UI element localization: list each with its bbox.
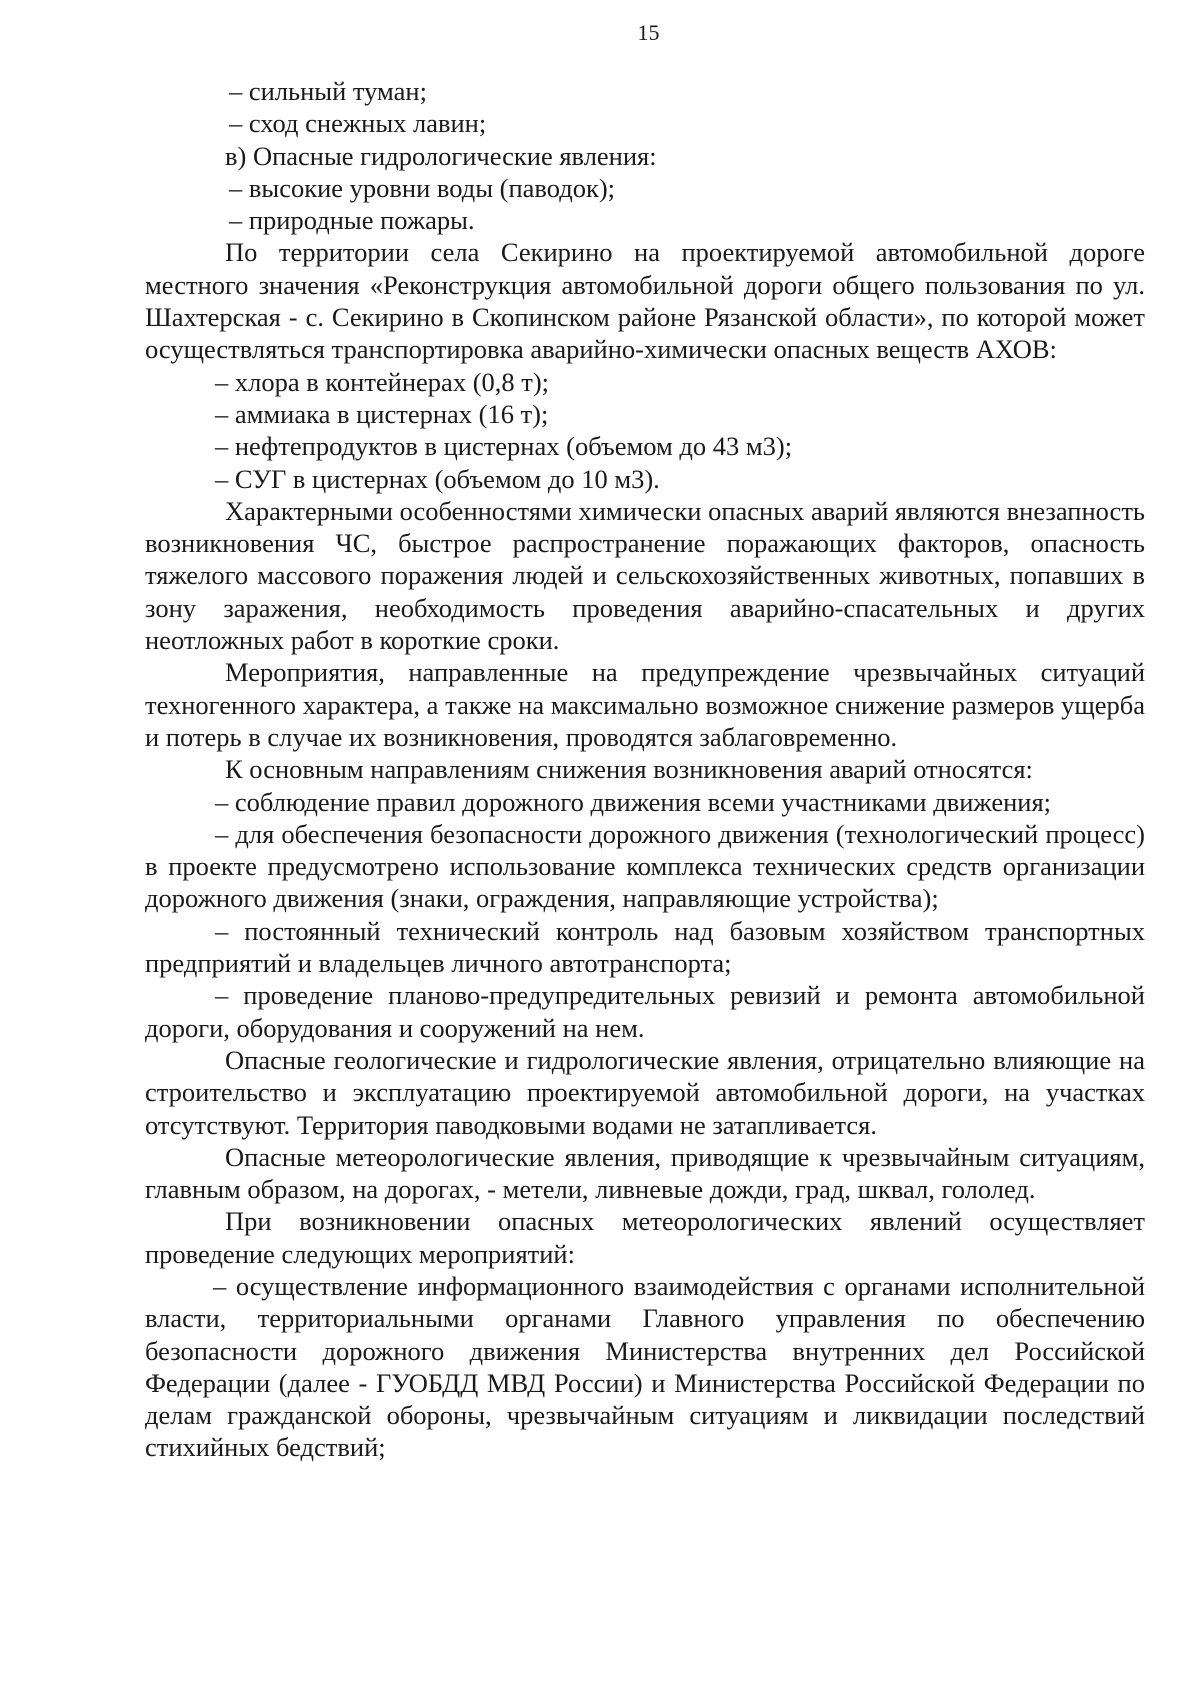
list-item-technical-control: – постоянный технический контроль над базовым хозяйством транспортных предприятий и владельцев личного автотранспорта;	[145, 915, 1145, 979]
paragraph-main-directions: К основным направлениям снижения возникновения аварий относятся:	[225, 754, 1033, 785]
list-item-fog: – сильный туман;	[229, 76, 427, 106]
list-item-petroleum: – нефтепродуктов в цистернах (объемом до 43 м3);	[215, 431, 793, 462]
list-item-fires: – природные пожары.	[229, 205, 475, 236]
list-item-information-cooperation: – осуществление информационного взаимодействия с органами исполнительной власти, территориальными органами Главного управления по обеспечению безопасности дорожного движения Министерства внутренних дел Российской Федерации (далее - ГУОБДД МВД России) и Министерства Российской Федерации по делам гражданской обороны, чрезвычайным ситуациям и ликвидации последствий стихийных бедствий;	[145, 1270, 1145, 1463]
list-item-traffic-safety: – для обеспечения безопасности дорожного движения (технологический процесс) в проекте предусмотрено использование комплекса технических средств организации дорожного движения (знаки, ограждения, направляющие устройства);	[145, 818, 1145, 914]
list-item-high-water: – высокие уровни воды (паводок);	[229, 172, 616, 203]
paragraph-meteorological-phenomena: Опасные метеорологические явления, приводящие к чрезвычайным ситуациям, главным образом, на дорогах, - метели, ливневые дожди, град, шквал, гололед.	[145, 1141, 1145, 1205]
paragraph-transport-hazmat: По территории села Секирино на проектируемой автомобильной дороге местного значения «Реконструкция автомобильной дороги общего пользования по ул. Шахтерская - с. Секирино в Скопинском районе Рязанской области», по которой может осуществляться транспортировка аварийно-химически опасных веществ АХОВ:	[145, 237, 1145, 365]
list-item-ammonia: – аммиака в цистернах (16 т);	[215, 398, 549, 429]
document-body	[145, 75, 1145, 1464]
list-item-traffic-rules: – соблюдение правил дорожного движения всеми участниками движения;	[215, 786, 1052, 817]
page-number: 15	[637, 20, 660, 45]
list-item-lpg: – СУГ в цистернах (объемом до 10 м3).	[215, 463, 660, 494]
paragraph-geological-phenomena: Опасные геологические и гидрологические явления, отрицательно влияющие на строительство и эксплуатацию проектируемой автомобильной дороги, на участках отсутствуют. Территория паводковыми водами не затапливается.	[145, 1044, 1145, 1140]
paragraph-prevention-measures: Мероприятия, направленные на предупреждение чрезвычайных ситуаций техногенного характера, а также на максимально возможное снижение размеров ущерба и потерь в случае их возникновения, проводятся заблаговременно.	[145, 657, 1145, 752]
list-heading-hydrological: в) Опасные гидрологические явления:	[225, 140, 657, 171]
list-item-maintenance: – проведение планово-предупредительных ревизий и ремонта автомобильной дороги, оборудования и сооружений на нем.	[145, 980, 1145, 1043]
paragraph-chemical-accidents: Характерными особенностями химически опасных аварий являются внезапность возникновения ЧС, быстрое распространение поражающих факторов, опасность тяжелого массового поражения людей и сельскохозяйственных животных, попавших в зону заражения, необходимость проведения аварийно-спасательных и других неотложных работ в короткие сроки.	[145, 495, 1145, 656]
list-item-chlorine: – хлора в контейнерах (0,8 т);	[215, 366, 550, 397]
list-item-avalanche: – сход снежных лавин;	[229, 108, 487, 139]
paragraph-measures-intro: При возникновении опасных метеорологических явлений осуществляет проведение следующих мероприятий:	[145, 1206, 1145, 1269]
